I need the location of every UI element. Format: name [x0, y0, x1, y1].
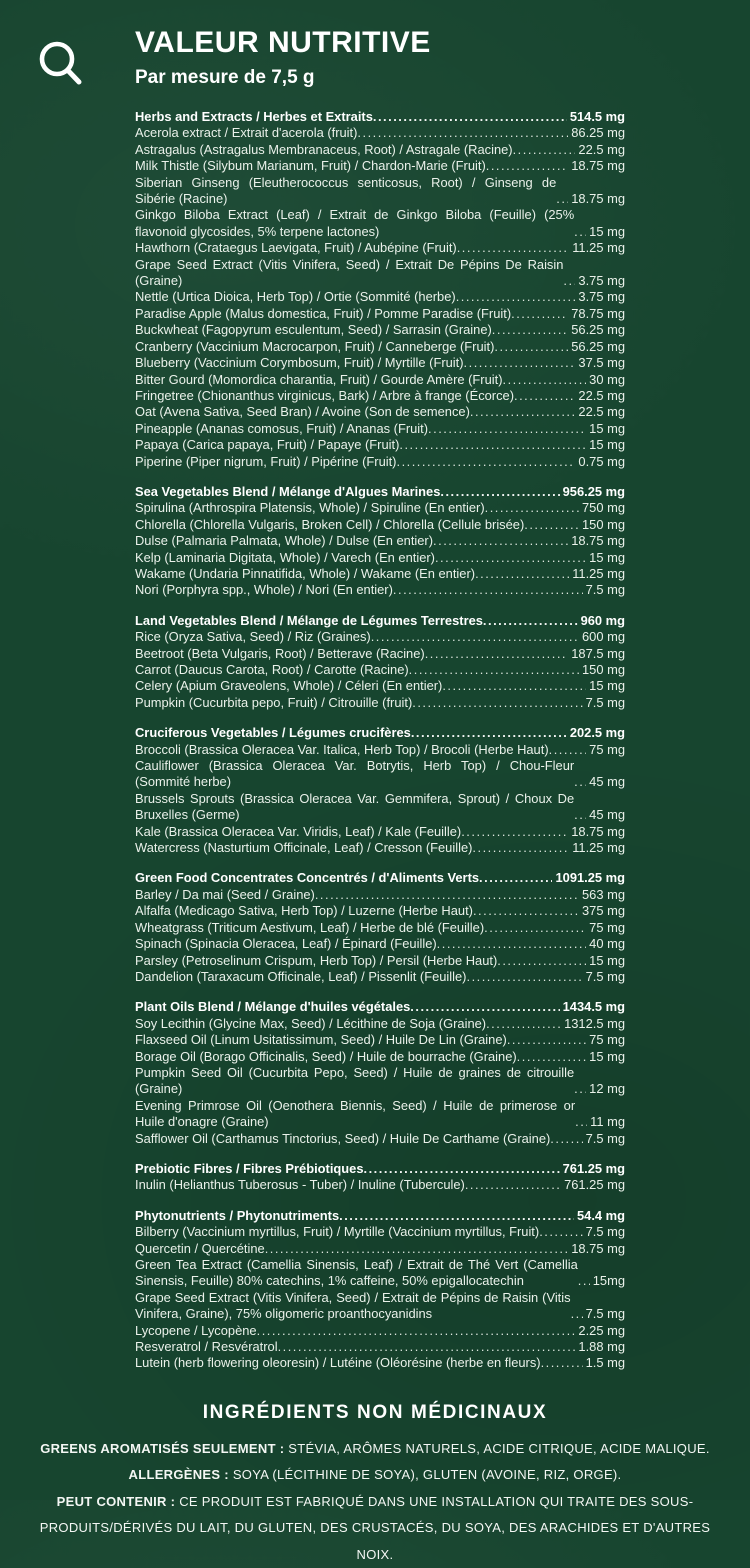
ingredient-label: Pineapple (Ananas comosus, Fruit) / Ananas (Fruit): [135, 420, 429, 436]
ingredient-amount: 18.75 mg: [571, 191, 625, 207]
section-total-amount: 761.25 mg: [562, 1160, 625, 1176]
non-medicinal-lines: [20, 1436, 730, 1568]
ingredient-label: Chlorella (Chlorella Vulgaris, Broken Cell) / Chlorella (Cellule brisée): [135, 516, 525, 532]
ingredient-label: Nori (Porphyra spp., Whole) / Nori (En entier): [135, 582, 393, 598]
ingredient-label: Bilberry (Vaccinium myrtillus, Fruit) / Myrtille (Vaccinium myrtillus, Fruit): [135, 1224, 540, 1240]
dot-leader: [399, 437, 586, 453]
ingredient-row: [135, 533, 625, 549]
ingredient-label: Ginkgo Biloba Extract (Leaf) / Extrait de Ginkgo Biloba (Feuille) (25% flavonoid glycosides, 5% terpene lactones): [135, 207, 575, 239]
ingredient-label: Celery (Apium Graveolens, Whole) / Céleri (En entier): [135, 678, 443, 694]
dot-leader: [357, 125, 568, 141]
footer-notice-label: ALLERGÈNES :: [128, 1467, 229, 1483]
ingredient-row: [135, 175, 625, 208]
ingredient-amount: 3.75 mg: [578, 289, 625, 305]
section-total-amount: 54.4 mg: [576, 1207, 625, 1223]
dot-leader: [472, 840, 569, 856]
dot-leader: [511, 306, 568, 322]
ingredient-label: Carrot (Daucus Carota, Root) / Carotte (Racine): [135, 662, 409, 677]
ingredient-row: [135, 1290, 625, 1323]
ingredient-row: [135, 936, 625, 952]
ingredient-label: Cranberry (Vaccinium Macrocarpon, Fruit) / Canneberge (Fruit): [135, 338, 495, 354]
ingredient-row: [135, 355, 625, 371]
dot-leader: [571, 1306, 583, 1322]
ingredient-amount: 78.75 mg: [571, 305, 625, 321]
ingredient-label: Spinach (Spinacia Oleracea, Leaf) / Épinard (Feuille): [135, 936, 437, 952]
dot-leader: [473, 903, 579, 919]
ingredient-row: [135, 582, 625, 598]
section-total-amount: 956.25 mg: [562, 483, 625, 499]
ingredient-label: Grape Seed Extract (Vitis Vinifera, Seed) / Extrait de Pépins de Raisin (Vitis Vinifera, Graine), 75% oligomeric proanthocyanidins: [135, 1289, 571, 1322]
dot-leader: [574, 807, 586, 823]
dot-leader: [485, 500, 579, 516]
dot-leader: [315, 887, 579, 903]
ingredient-amount: 7.5 mg: [585, 968, 625, 984]
ingredient-amount: 75 mg: [589, 1032, 625, 1048]
ingredient-row: [135, 678, 625, 694]
ingredient-amount: 0.75 mg: [578, 453, 625, 469]
ingredient-row: [135, 1065, 625, 1098]
ingredient-label: Cauliflower (Brassica Oleracea Var. Botrytis, Herb Top) / Chou-Fleur (Sommité herbe): [135, 758, 575, 790]
ingredient-row: [135, 920, 625, 936]
ingredient-row: [135, 421, 625, 437]
search-icon: [34, 38, 86, 90]
dot-leader: [539, 1224, 582, 1240]
ingredient-amount: 11.25 mg: [572, 240, 625, 256]
dot-leader: [396, 454, 575, 470]
ingredient-row: [135, 289, 625, 305]
section-title: Prebiotic Fibres / Fibres Prébiotiques: [135, 1160, 364, 1176]
dot-leader: [494, 339, 568, 355]
ingredient-row: [135, 887, 625, 903]
ingredient-row: [135, 646, 625, 662]
footer-notice-text: CE PRODUIT EST FABRIQUÉ DANS UNE INSTALLATION QUI TRAITE DES SOUS-PRODUITS/DÉRIVÉS DU LAIT, DU GLUTEN, DES CRUSTACÉS, DU SOYA, DES ARACHIDES ET D'AUTRES NOIX.: [39, 1493, 711, 1562]
ingredient-amount: 750 mg: [582, 500, 625, 516]
footer-notice-line: [20, 1436, 730, 1463]
nutrition-section: [135, 1161, 625, 1194]
ingredient-label: Parsley (Petroselinum Crispum, Herb Top) / Persil (Herbe Haut): [135, 952, 498, 968]
ingredient-label: Pumpkin Seed Oil (Cucurbita Pepo, Seed) / Huile de graines de citrouille (Graine): [135, 1064, 575, 1097]
ingredient-amount: 45 mg: [589, 807, 625, 823]
ingredient-row: [135, 437, 625, 453]
ingredient-row: [135, 1241, 625, 1257]
dot-leader: [486, 158, 569, 174]
dot-leader: [578, 1273, 590, 1289]
section-header-row: [135, 999, 625, 1015]
search-zoom-button[interactable]: [34, 38, 86, 90]
dot-leader: [433, 533, 568, 549]
ingredient-row: [135, 1224, 625, 1240]
ingredient-label: Oat (Avena Sativa, Seed Bran) / Avoine (Son de semence): [135, 404, 470, 420]
section-total-amount: 514.5 mg: [569, 109, 625, 124]
ingredient-label: Soy Lecithin (Glycine Max, Seed) / Lécithine de Soja (Graine): [135, 1015, 487, 1031]
dot-leader: [541, 1355, 583, 1371]
ingredient-row: [135, 550, 625, 566]
dot-leader: [492, 322, 568, 338]
ingredient-amount: 45 mg: [589, 774, 625, 790]
ingredient-label: Borage Oil (Borago Officinalis, Seed) / Huile de bourrache (Graine): [135, 1048, 517, 1064]
ingredient-amount: 75 mg: [589, 919, 625, 935]
ingredient-label: Rice (Oryza Sativa, Seed) / Riz (Graines): [135, 629, 371, 645]
dot-leader: [517, 1049, 587, 1065]
ingredient-amount: 22.5 mg: [578, 404, 625, 420]
ingredient-row: [135, 1049, 625, 1065]
ingredient-row: [135, 388, 625, 404]
ingredient-amount: 18.75 mg: [571, 533, 625, 549]
section-header-row: [135, 613, 625, 629]
ingredient-label: Quercetin / Quercétine: [135, 1240, 265, 1256]
dot-leader: [364, 1161, 560, 1177]
ingredient-row: [135, 306, 625, 322]
ingredient-amount: 11.25 mg: [572, 840, 625, 856]
dot-leader: [556, 191, 568, 207]
ingredient-row: [135, 454, 625, 470]
ingredient-amount: 7.5 mg: [585, 1306, 625, 1322]
section-total-amount: 202.5 mg: [569, 725, 625, 741]
ingredient-label: Evening Primrose Oil (Oenothera Biennis, Seed) / Huile de primerose or Huile d'onagre (Graine): [135, 1097, 576, 1130]
ingredient-row: [135, 969, 625, 985]
ingredient-row: [135, 1355, 625, 1371]
ingredient-label: Wheatgrass (Triticum Aestivum, Leaf) / Herbe de blé (Feuille): [135, 919, 485, 935]
ingredient-label: Bitter Gourd (Momordica charantia, Fruit) / Gourde Amère (Fruit): [135, 371, 503, 387]
ingredient-row: [135, 500, 625, 516]
footer-notice-label: GREENS AROMATISÉS SEULEMENT :: [40, 1440, 285, 1456]
dot-leader: [513, 142, 576, 158]
ingredient-amount: 18.75 mg: [571, 1240, 625, 1256]
ingredient-label: Safflower Oil (Carthamus Tinctorius, Seed) / Huile De Carthame (Graine): [135, 1130, 551, 1146]
ingredient-label: Kelp (Laminaria Digitata, Whole) / Varech (En entier): [135, 549, 435, 565]
ingredient-amount: 11.25 mg: [572, 565, 625, 581]
ingredient-amount: 7.5 mg: [585, 694, 625, 710]
ingredient-row: [135, 1016, 625, 1032]
section-header-row: [135, 1208, 625, 1224]
ingredient-row: [135, 1177, 625, 1193]
dot-leader: [524, 517, 579, 533]
dot-leader: [464, 355, 576, 371]
serving-size: Par mesure de 7,5 g: [135, 67, 315, 88]
section-title: Land Vegetables Blend / Mélange de Légumes Terrestres: [135, 612, 483, 628]
ingredient-row: [135, 339, 625, 355]
ingredient-row: [135, 662, 625, 678]
ingredient-amount: 56.25 mg: [571, 322, 625, 338]
dot-leader: [425, 646, 569, 662]
ingredient-row: [135, 1257, 625, 1290]
ingredient-amount: 7.5 mg: [585, 1224, 625, 1240]
dot-leader: [257, 1323, 576, 1339]
dot-leader: [373, 109, 567, 125]
ingredient-row: [135, 1131, 625, 1147]
ingredient-amount: 600 mg: [582, 629, 625, 645]
ingredient-label: Papaya (Carica papaya, Fruit) / Papaye (Fruit): [135, 437, 400, 453]
dot-leader: [475, 566, 569, 582]
dot-leader: [440, 484, 559, 500]
dot-leader: [574, 224, 586, 240]
non-medicinal-heading: INGRÉDIENTS NON MÉDICINAUX: [202, 1401, 548, 1423]
section-total-amount: 960 mg: [580, 612, 625, 628]
ingredient-amount: 2.25 mg: [578, 1322, 625, 1338]
dot-leader: [575, 1114, 587, 1130]
dot-leader: [484, 920, 586, 936]
nutrition-section: [135, 1208, 625, 1372]
ingredient-label: Spirulina (Arthrospira Platensis, Whole) / Spiruline (En entier): [135, 500, 485, 516]
ingredient-label: Kale (Brassica Oleracea Var. Viridis, Leaf) / Kale (Feuille): [135, 823, 462, 839]
dot-leader: [409, 662, 579, 678]
ingredient-amount: 30 mg: [589, 371, 625, 387]
ingredient-row: [135, 695, 625, 711]
ingredient-row: [135, 517, 625, 533]
dot-leader: [479, 870, 552, 886]
nutrition-section: [135, 613, 625, 711]
nutrition-section: [135, 725, 625, 856]
dot-leader: [371, 629, 579, 645]
dot-leader: [437, 936, 587, 952]
dot-leader: [466, 969, 582, 985]
ingredient-label: Siberian Ginseng (Eleutherococcus senticosus, Root) / Ginseng de Sibérie (Racine): [135, 174, 557, 207]
ingredient-label: Flaxseed Oil (Linum Usitatissimum, Seed) / Huile De Lin (Graine): [135, 1032, 507, 1048]
dot-leader: [514, 388, 575, 404]
ingredient-row: [135, 1032, 625, 1048]
dot-leader: [435, 550, 586, 566]
dot-leader: [503, 372, 587, 388]
ingredient-amount: 11 mg: [590, 1114, 625, 1130]
ingredient-label: Lutein (herb flowering oleoresin) / Lutéine (Oléorésine (herbe en fleurs): [135, 1355, 541, 1371]
dot-leader: [574, 1081, 586, 1097]
label-header: [0, 0, 750, 89]
dot-leader: [574, 774, 586, 790]
footer-notice-text: STÉVIA, ARÔMES NATURELS, ACIDE CITRIQUE, ACIDE MALIQUE.: [284, 1440, 710, 1456]
dot-leader: [497, 953, 586, 969]
ingredient-label: Watercress (Nasturtium Officinale, Leaf) / Cresson (Feuille): [135, 840, 473, 856]
dot-leader: [483, 613, 578, 629]
nutrition-section: [135, 999, 625, 1147]
ingredient-label: Alfalfa (Medicago Sativa, Herb Top) / Luzerne (Herbe Haut): [135, 903, 473, 919]
section-header-row: [135, 1161, 625, 1177]
section-total-amount: 1091.25 mg: [555, 870, 625, 886]
section-total-amount: 1434.5 mg: [562, 999, 625, 1015]
ingredient-label: Acerola extract / Extrait d'acerola (fruit): [135, 125, 358, 141]
ingredient-amount: 22.5 mg: [578, 387, 625, 403]
non-medicinal-section: [0, 1386, 750, 1568]
ingredient-row: [135, 257, 625, 290]
section-header-row: [135, 725, 625, 741]
section-title: Sea Vegetables Blend / Mélange d'Algues Marines: [135, 483, 441, 499]
ingredient-row: [135, 791, 625, 824]
nutrition-section: [135, 109, 625, 470]
ingredient-amount: 187.5 mg: [571, 645, 625, 661]
ingredient-amount: 7.5 mg: [585, 1130, 625, 1146]
ingredient-row: [135, 372, 625, 388]
dot-leader: [339, 1208, 574, 1224]
ingredient-row: [135, 240, 625, 256]
section-header-row: [135, 870, 625, 886]
ingredient-label: Dulse (Palmaria Palmata, Whole) / Dulse (En entier): [135, 533, 434, 549]
dot-leader: [410, 999, 559, 1015]
ingredient-row: [135, 824, 625, 840]
section-title: Plant Oils Blend / Mélange d'huiles végétales: [135, 999, 411, 1015]
dot-leader: [411, 725, 567, 741]
ingredient-amount: 86.25 mg: [571, 125, 625, 141]
ingredient-row: [135, 1339, 625, 1355]
ingredient-amount: 15 mg: [589, 549, 625, 565]
ingredient-amount: 37.5 mg: [578, 355, 625, 371]
ingredient-amount: 15 mg: [589, 420, 625, 436]
ingredient-row: [135, 566, 625, 582]
dot-leader: [465, 1177, 561, 1193]
ingredient-row: [135, 629, 625, 645]
dot-leader: [507, 1032, 586, 1048]
section-title: Green Food Concentrates Concentrés / d'Aliments Verts: [135, 870, 480, 886]
ingredient-row: [135, 758, 625, 791]
dot-leader: [470, 404, 576, 420]
ingredient-label: Grape Seed Extract (Vitis Vinifera, Seed) / Extrait De Pépins De Raisin (Graine): [135, 256, 564, 289]
ingredient-row: [135, 1323, 625, 1339]
section-header-row: [135, 109, 625, 125]
ingredient-amount: 18.75 mg: [571, 158, 625, 174]
nutrition-section: [135, 484, 625, 599]
ingredient-amount: 22.5 mg: [578, 141, 625, 157]
ingredient-row: [135, 142, 625, 158]
footer-notice-label: PEUT CONTENIR :: [56, 1493, 176, 1509]
section-title: Cruciferous Vegetables / Légumes crucifères: [135, 725, 411, 741]
ingredient-label: Barley / Da mai (Seed / Graine): [135, 886, 315, 902]
ingredient-label: Pumpkin (Cucurbita pepo, Fruit) / Citrouille (fruit): [135, 694, 413, 710]
dot-leader: [265, 1241, 569, 1257]
ingredient-amount: 7.5 mg: [585, 582, 625, 598]
ingredient-label: Dandelion (Taraxacum Officinale, Leaf) / Pissenlit (Feuille): [135, 968, 467, 984]
footer-notice-text: SOYA (LÉCITHINE DE SOYA), GLUTEN (AVOINE, RIZ, ORGE).: [228, 1467, 622, 1483]
ingredient-row: [135, 840, 625, 856]
ingredient-label: Blueberry (Vaccinium Corymbosum, Fruit) / Myrtille (Fruit): [135, 355, 464, 371]
ingredient-label: Inulin (Helianthus Tuberosus - Tuber) / Inuline (Tubercule): [135, 1177, 465, 1193]
ingredient-row: [135, 125, 625, 141]
ingredient-row: [135, 903, 625, 919]
ingredient-row: [135, 1098, 625, 1131]
footer-notice-line: [20, 1462, 730, 1489]
ingredient-amount: 15 mg: [589, 223, 625, 239]
ingredient-amount: 1.88 mg: [578, 1339, 625, 1355]
ingredient-amount: 15 mg: [589, 1048, 625, 1064]
dot-leader: [550, 1131, 582, 1147]
ingredient-row: [135, 207, 625, 240]
ingredient-row: [135, 742, 625, 758]
ingredient-label: Milk Thistle (Silybum Marianum, Fruit) / Chardon-Marie (Fruit): [135, 158, 486, 174]
ingredient-row: [135, 404, 625, 420]
dot-leader: [278, 1339, 576, 1355]
ingredient-amount: 375 mg: [582, 903, 625, 919]
ingredient-row: [135, 158, 625, 174]
ingredient-amount: 3.75 mg: [578, 273, 625, 289]
ingredient-amount: 15 mg: [589, 437, 625, 453]
ingredient-amount: 40 mg: [589, 936, 625, 952]
ingredient-amount: 563 mg: [582, 886, 625, 902]
dot-leader: [393, 582, 583, 598]
ingredient-amount: 56.25 mg: [571, 338, 625, 354]
dot-leader: [442, 678, 586, 694]
ingredient-label: Lycopene / Lycopène: [135, 1322, 257, 1338]
ingredient-label: Wakame (Undaria Pinnatifida, Whole) / Wakame (En entier): [135, 565, 476, 581]
dot-leader: [428, 421, 586, 437]
page-title: VALEUR NUTRITIVE: [135, 26, 431, 59]
dot-leader: [461, 824, 568, 840]
ingredient-amount: 761.25 mg: [564, 1177, 625, 1193]
ingredient-amount: 15 mg: [589, 952, 625, 968]
dot-leader: [486, 1016, 561, 1032]
dot-leader: [563, 273, 575, 289]
ingredient-label: Buckwheat (Fagopyrum esculentum, Seed) / Sarrasin (Graine): [135, 322, 492, 338]
section-title: Phytonutrients / Phytonutriments: [135, 1207, 340, 1223]
ingredient-label: Brussels Sprouts (Brassica Oleracea Var. Gemmifera, Sprout) / Choux De Bruxelles (Germe): [135, 790, 575, 823]
ingredient-label: Paradise Apple (Malus domestica, Fruit) / Pomme Paradise (Fruit): [135, 305, 512, 321]
ingredient-amount: 1.5 mg: [585, 1355, 625, 1371]
ingredient-label: Astragalus (Astragalus Membranaceus, Root) / Astragale (Racine): [135, 141, 513, 157]
ingredient-label: Hawthorn (Crataegus Laevigata, Fruit) / Aubépine (Fruit): [135, 240, 457, 256]
section-header-row: [135, 484, 625, 500]
ingredient-amount: 75 mg: [589, 741, 625, 757]
ingredient-amount: 150 mg: [582, 662, 625, 677]
ingredient-amount: 18.75 mg: [571, 823, 625, 839]
dot-leader: [412, 695, 582, 711]
dot-leader: [457, 240, 570, 256]
ingredient-label: Resveratrol / Resvératrol: [135, 1339, 278, 1355]
ingredient-label: Beetroot (Beta Vulgaris, Root) / Betterave (Racine): [135, 645, 425, 661]
footer-notice-line: [20, 1489, 730, 1568]
ingredient-amount: 12 mg: [589, 1081, 625, 1097]
ingredient-label: Green Tea Extract (Camellia Sinensis, Leaf) / Extrait de Thé Vert (Camellia Sinensis, Feuille) 80% catechins, 1% caffeine, 50% epigallocatechin: [135, 1257, 578, 1289]
ingredient-amount: 150 mg: [582, 516, 625, 532]
section-title: Herbs and Extracts / Herbes et Extraits: [135, 109, 373, 124]
ingredient-label: Broccoli (Brassica Oleracea Var. Italica, Herb Top) / Brocoli (Herbe Haut): [135, 741, 549, 757]
ingredient-row: [135, 322, 625, 338]
ingredient-label: Fringetree (Chionanthus virginicus, Bark) / Arbre à frange (Écorce): [135, 387, 515, 403]
ingredient-label: Piperine (Piper nigrum, Fruit) / Pipérine (Fruit): [135, 453, 397, 469]
dot-leader: [456, 289, 576, 305]
ingredient-amount: 15mg: [592, 1273, 625, 1289]
ingredient-label: Nettle (Urtica Dioica, Herb Top) / Ortie (Sommité (herbe): [135, 289, 456, 305]
ingredient-amount: 15 mg: [589, 678, 625, 694]
ingredient-row: [135, 953, 625, 969]
dot-leader: [549, 742, 587, 758]
ingredient-amount: 1312.5 mg: [564, 1015, 625, 1031]
nutrition-section: [135, 870, 625, 985]
ingredients-list: [135, 109, 625, 1372]
